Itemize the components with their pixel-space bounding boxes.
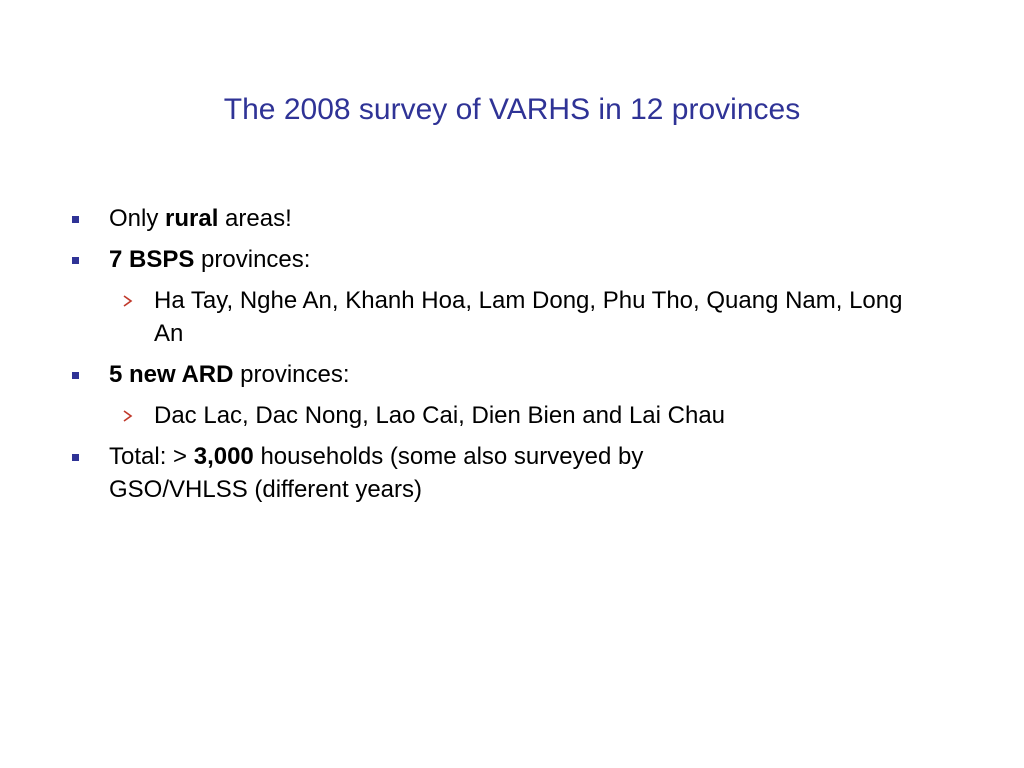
square-bullet-icon — [72, 372, 79, 379]
bullet-text-bold: rural — [165, 205, 219, 232]
bullet-item — [70, 202, 970, 235]
square-bullet-icon — [72, 454, 79, 461]
bullet-text-post: areas! — [218, 205, 292, 232]
bullet-item — [70, 243, 970, 276]
bullet-text-bold: 7 BSPS — [109, 246, 195, 273]
bullet-text-bold: 5 new ARD — [109, 361, 234, 388]
arrow-bullet-icon — [122, 409, 134, 423]
slide-title: The 2008 survey of VARHS in 12 provinces — [223, 93, 801, 126]
sub-bullet-item — [70, 399, 914, 432]
sub-bullet-item — [70, 284, 914, 350]
bullet-text-pre: Total: > — [109, 443, 194, 470]
bullet-text-pre: Only — [109, 205, 166, 232]
bullet-text-post: provinces: — [233, 361, 350, 388]
bullet-text-bold: 3,000 — [193, 443, 254, 470]
square-bullet-icon — [72, 257, 79, 264]
square-bullet-icon — [72, 216, 79, 223]
sub-bullet-text: Ha Tay, Nghe An, Khanh Hoa, Lam Dong, Phu Tho, Quang Nam, Long An — [154, 287, 903, 347]
bullet-item — [70, 440, 759, 506]
bullet-text-post: provinces: — [194, 246, 311, 273]
bullet-text-post: households (some also surveyed by GSO/VHLSS (different years) — [109, 443, 644, 503]
sub-bullet-text: Dac Lac, Dac Nong, Lao Cai, Dien Bien and Lai Chau — [154, 402, 726, 429]
bullet-list — [70, 202, 970, 506]
bullet-item — [70, 358, 970, 391]
arrow-bullet-icon — [122, 294, 134, 308]
